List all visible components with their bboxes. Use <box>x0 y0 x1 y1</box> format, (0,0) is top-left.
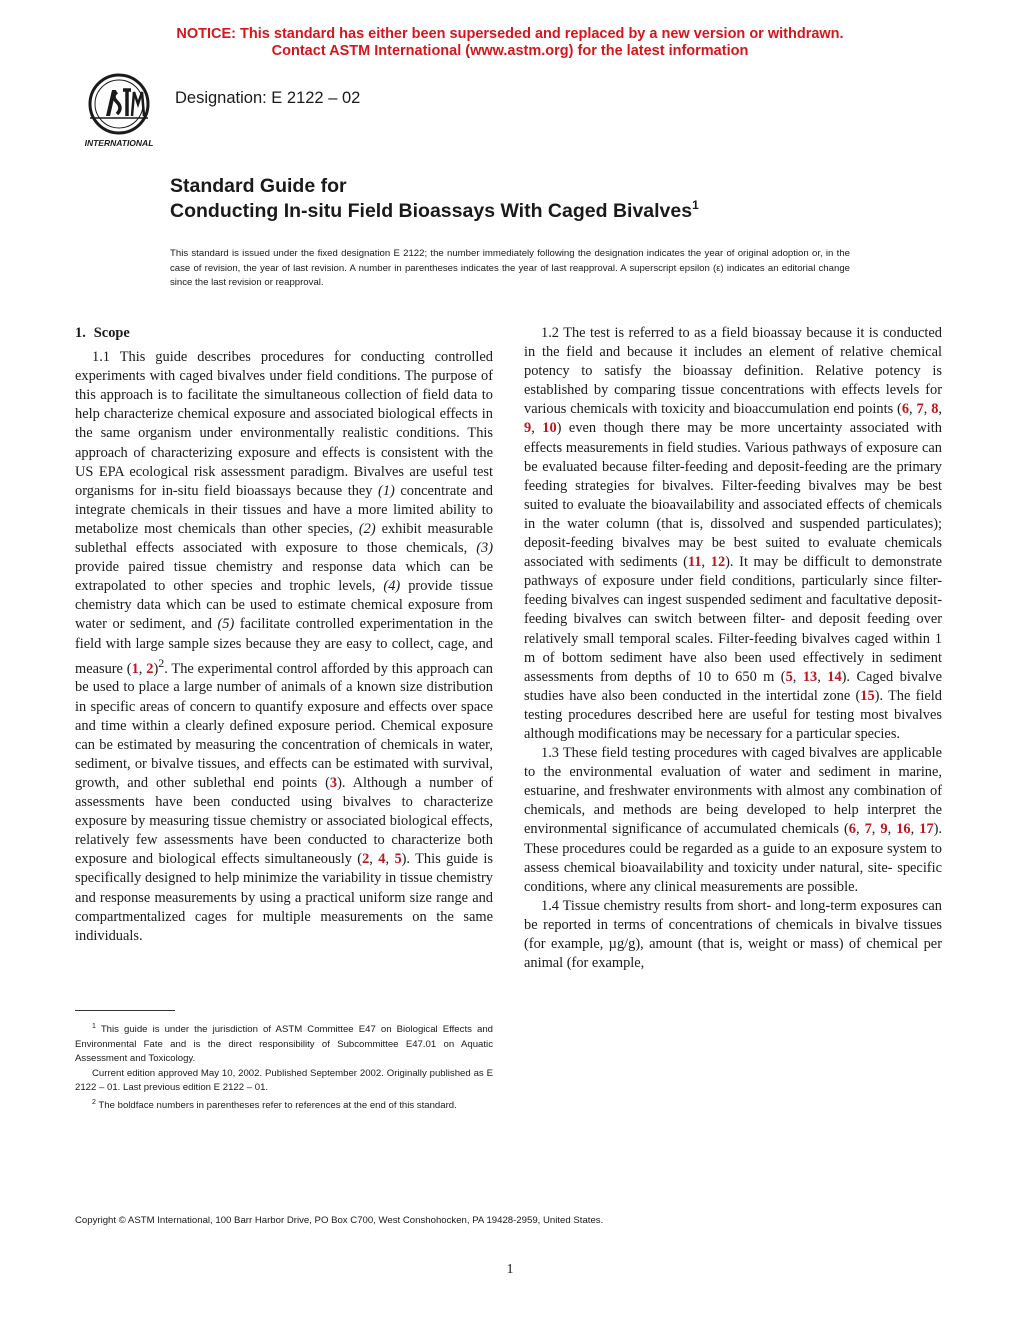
paragraph-1-4 <box>524 897 942 973</box>
text-run: , <box>531 420 543 437</box>
footnote-ref: 2 <box>158 655 165 670</box>
text-run: ). Caged bivalve studies have also been conducted in the intertidal zone ( <box>524 668 942 704</box>
text-run: 1.1 This guide describes procedures for conducting controlled experiments with caged bivalves under field conditions. The purpose of this approach is to facilitate the simultaneous collection of field data to help characterize chemical exposure and associated biological effects in the same organism under environmentally realistic conditions. This approach of characterizing exposure and effects is consistent with the US EPA ecological risk assessment paradigm. Bivalves are useful test organisms for in-situ field bioassays because they <box>75 349 493 499</box>
astm-logo <box>76 70 162 150</box>
text-run: 1.4 Tissue chemistry results from short- and long-term exposures can be reported in terms of concentrations of chemicals in bivalve tissues (for example, µg/g), amount (that is, weight or mass) of chemical per animal (for example, <box>524 897 942 972</box>
footnote-2 <box>75 1096 493 1114</box>
text-run: , <box>792 668 803 685</box>
reference-link[interactable]: 9 <box>524 420 532 437</box>
text-run: , <box>923 401 932 418</box>
title-line-2 <box>170 199 699 224</box>
reference-link[interactable]: 8 <box>931 401 939 418</box>
reference-link[interactable]: 11 <box>687 554 702 571</box>
text-run: ). This guide is specifically designed to help minimize the variability in tissue chemistry and response measurements by using a practical uniform size range and compartmentalized cages for multiple measurements on the same individuals. <box>75 851 494 944</box>
footnote-1-mark: 1 <box>92 1023 96 1030</box>
reference-link[interactable]: 10 <box>542 420 557 437</box>
text-run: . The experimental control afforded by this approach can be used to place a large number of animals of a known size distribution in specific areas of concern to quantify exposure and effects over space and time within a clearly defined exposure period. Chemical exposure can be estimated by measuring the concentration of chemicals in water, sediment, or bivalve tissues, and effects can be estimated with survival, growth, and other sublethal end points ( <box>75 660 493 791</box>
copyright-line: Copyright © ASTM International, 100 Barr Harbor Drive, PO Box C700, West Conshohocken, PA 19428-2959, United States. <box>75 1215 604 1226</box>
right-column <box>524 324 942 973</box>
page-title <box>170 174 699 224</box>
reference-link[interactable]: 5 <box>394 851 402 868</box>
title-line-1: Standard Guide for <box>170 175 347 197</box>
footnote-1-edition: Current edition approved May 10, 2002. Published September 2002. Originally published as E 2122 – 01. Last previous edition E 2122 – 01. <box>75 1067 493 1094</box>
reference-link[interactable]: 12 <box>710 554 726 571</box>
enumeration-marker: (3) <box>476 540 493 557</box>
text-run: , <box>385 851 395 868</box>
page-number: 1 <box>506 1262 514 1277</box>
footnote-2-mark: 2 <box>92 1098 96 1106</box>
text-run: , <box>817 668 828 685</box>
title-footnote-mark: 1 <box>692 198 699 212</box>
paragraph-1-3 <box>524 744 942 897</box>
reference-link[interactable]: 3 <box>329 774 338 791</box>
text-run: , <box>855 821 865 838</box>
astm-logo-icon <box>76 70 162 150</box>
reference-link[interactable]: 14 <box>827 668 842 685</box>
reference-link[interactable]: 6 <box>901 401 910 418</box>
reference-link[interactable]: 7 <box>916 401 924 418</box>
svg-text:INTERNATIONAL: INTERNATIONAL <box>84 138 154 148</box>
text-run: ) <box>153 660 159 677</box>
paragraph-1-2 <box>524 324 942 744</box>
issuance-note: This standard is issued under the fixed designation E 2122; the number immediately following the designation indicates the year of original adoption or, in the case of revision, the year of last revision. A number in parentheses indicates the year of last reapproval. A superscript epsilon (ε) indicates an editorial change since the last revision or reapproval. <box>170 248 850 288</box>
reference-link[interactable]: 9 <box>880 821 888 838</box>
text-run: , <box>938 401 942 418</box>
text-run: , <box>887 821 897 838</box>
text-run: 1.3 These field testing procedures with caged bivalves are applicable to the environmental evaluation of water and sediment in marine, estuarine, and freshwater environments with almost any combination of chemicals, and methods are being developed to help interpret the environmental significance of accumulated chemicals ( <box>524 745 942 838</box>
text-run: ). The field testing procedures described here are useful for testing most bivalves although modifications may be necessary for a particular species. <box>524 687 942 742</box>
text-run: facilitate controlled experimentation in the field with large sample sizes because they are easy to collect, cage, and measure ( <box>75 616 493 677</box>
reference-link[interactable]: 4 <box>378 851 386 868</box>
reference-link[interactable]: 13 <box>802 668 818 685</box>
text-run: ) even though there may be more uncertainty associated with effects measurements in field studies. Various pathways of exposure can be evaluated because filter-feeding and deposit-feeding are the primary feeding strategies for bivalves. Filter-feeding bivalves may be best suited to evaluate the bioavailability and associated effects of chemicals in the water column (that is, dissolved and suspended particulates); deposit-feeding bivalves may be best suited to evaluate chemicals associated with sediments ( <box>524 420 942 571</box>
footnote-2-text: The boldface numbers in parentheses refer to references at the end of this standard. <box>98 1099 457 1111</box>
text-run: ). These procedures could be regarded as a guide to an exposure system to assess chemical bioavailability and toxicity under natural, site- specific conditions, where any clinical measurements are possible. <box>524 821 943 895</box>
text-run: ). It may be difficult to demonstrate pathways of exposure under field conditions, particularly since filter-feeding bivalves can ingest suspended sediment and facultative deposit-feeding bivalves can switch between filter- and deposit feeding over relatively small temporal scales. Filter-feeding bivalves caged within 1 m of bottom sediment have also been used effectively in sediment assessments from depths of 10 to 650 m ( <box>524 554 942 685</box>
footnote-1-text: This guide is under the jurisdiction of ASTM Committee E47 on Biological Effects and Environmental Fate and is the direct responsibility of Subcommittee E47.01 on Aquatic Assessment and Toxicology. <box>75 1024 493 1065</box>
text-run: , <box>138 660 147 677</box>
enumeration-marker: (4) <box>383 578 401 595</box>
reference-link[interactable]: 16 <box>896 821 911 838</box>
notice-line-1: NOTICE: This standard has either been superseded and replaced by a new version or withdrawn. <box>176 26 844 42</box>
withdrawn-notice <box>0 26 1020 60</box>
title-line-2-text: Conducting In-situ Field Bioassays With Caged Bivalves <box>170 200 693 222</box>
reference-link[interactable]: 5 <box>785 668 793 685</box>
paragraph-1-1 <box>75 348 493 946</box>
text-run: ). Although a number of assessments have been conducted using bivalves to characterize exposure by measuring tissue chemistry or associated biological effects, relatively few assessments have been conducted to characterize both exposure and biological effects simultaneously ( <box>75 774 494 868</box>
enumeration-marker: (5) <box>217 616 235 633</box>
left-column <box>75 324 493 946</box>
text-run: concentrate and integrate chemicals in their tissues and have a more limited ability to metabolize most chemicals than other species, <box>75 482 493 537</box>
section-heading <box>75 324 493 343</box>
reference-link[interactable]: 1 <box>131 660 139 677</box>
reference-link[interactable]: 2 <box>146 660 154 677</box>
reference-link[interactable]: 15 <box>860 687 875 704</box>
reference-link[interactable]: 6 <box>848 821 856 838</box>
text-run: , <box>910 821 920 838</box>
section-title: Scope <box>93 325 130 341</box>
reference-link[interactable]: 2 <box>362 851 370 868</box>
section-number: 1. <box>75 325 86 341</box>
text-run: provide tissue chemistry data which can be used to estimate chemical exposure from water or sediment, and <box>75 578 493 633</box>
text-run: , <box>701 554 711 571</box>
text-run: provide paired tissue chemistry and response data which can be extrapolated to other species and trophic levels, <box>75 559 493 595</box>
enumeration-marker: (1) <box>378 482 395 499</box>
reference-link[interactable]: 7 <box>864 821 872 838</box>
text-run: , <box>871 821 881 838</box>
text-run: exhibit measurable sublethal effects associated with exposure to those chemicals, <box>75 520 494 557</box>
notice-line-2: Contact ASTM International (www.astm.org) for the latest information <box>271 43 749 59</box>
designation: Designation: E 2122 – 02 <box>175 89 361 107</box>
footnotes <box>75 1020 493 1113</box>
text-run: , <box>369 851 379 868</box>
text-run: 1.2 The test is referred to as a field bioassay because it is conducted in the field and because it includes an element of relative chemical potency to satisfy the bioassay definition. Relative potency is established by comparing tissue concentrations with effects levels for various chemicals with toxicity and bioaccumulation end points ( <box>524 325 942 418</box>
text-run: , <box>909 401 917 418</box>
reference-link[interactable]: 17 <box>919 821 934 838</box>
footnote-divider <box>75 1010 175 1011</box>
enumeration-marker: (2) <box>358 520 376 537</box>
footnote-1 <box>75 1020 493 1067</box>
